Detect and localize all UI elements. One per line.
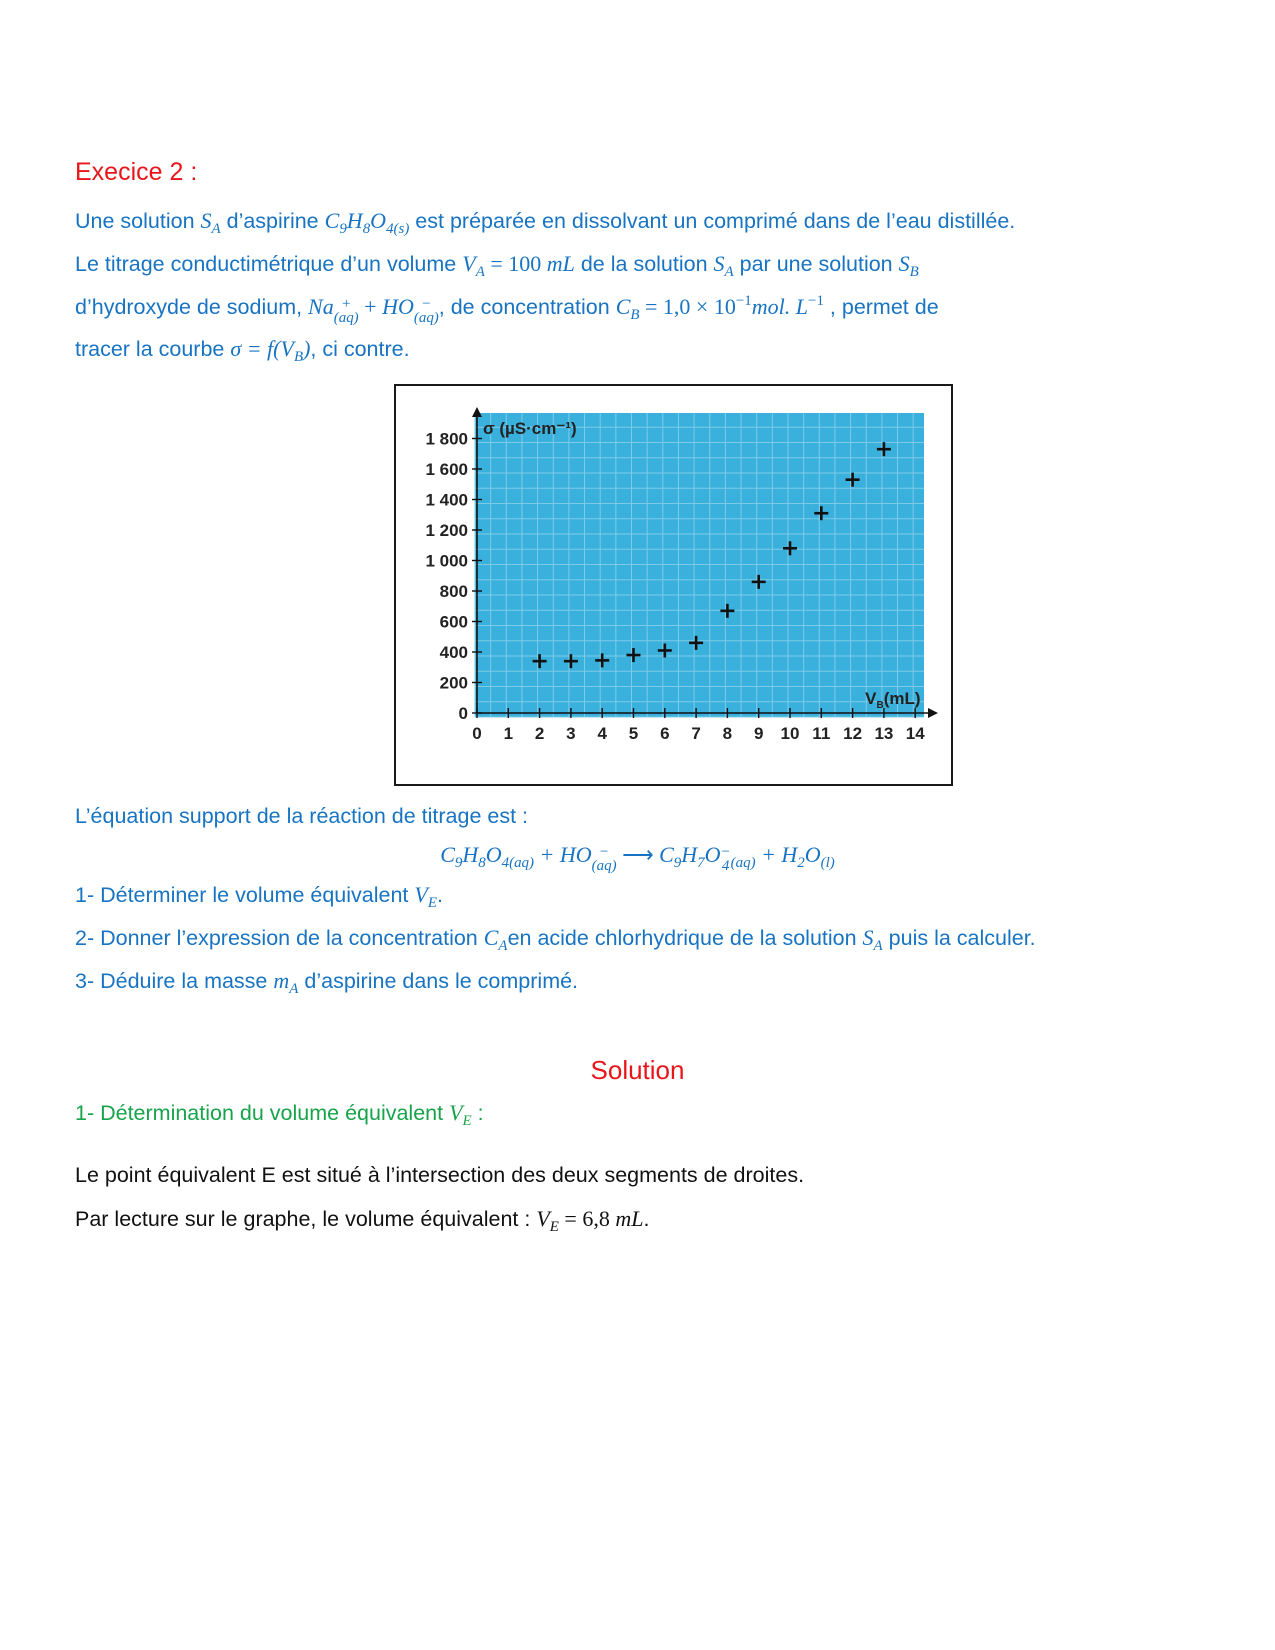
conductivity-chart: [394, 384, 953, 786]
y-tick-label: 1 600: [425, 460, 468, 479]
y-tick-label: 800: [439, 582, 468, 601]
equation-intro: L’équation support de la réaction de titrage est :: [75, 804, 529, 828]
titration-equation: $C_9H_8O_{4(aq)}$ + HO − (aq) ⟶ $C_9H_7O$ − 4 $_{(aq)} + H_2O_{(l)}$: [440, 842, 835, 875]
statement-line-4: tracer la courbe $\sigma = f(V_B)$, ci contre.: [75, 336, 410, 366]
x-tick-label: 5: [628, 724, 639, 743]
y-tick-label: 1 200: [425, 521, 468, 540]
exercise-title: Execice 2 :: [75, 158, 198, 186]
x-tick-label: 6: [660, 724, 670, 743]
x-tick-label: 0: [472, 724, 482, 743]
solution-text-1: Le point équivalent E est situé à l’intersection des deux segments de droites.: [75, 1163, 805, 1187]
y-tick-label: 1 400: [425, 490, 468, 510]
x-axis-arrow: [928, 708, 938, 718]
x-tick-label: 10: [780, 724, 800, 743]
x-tick-label: 2: [534, 724, 545, 743]
x-tick-label: 8: [722, 724, 733, 743]
question-1: 1- Déterminer le volume équivalent $V_E$.: [75, 882, 443, 912]
statement-line-1: Une solution $S_A$ d’aspirine $C_9H_8O_{4(s)}$ est préparée en dissolvant un comprimé dans de l’eau distillée.: [75, 208, 1016, 238]
y-tick-label: 200: [439, 673, 468, 693]
y-tick-label: 1 000: [425, 551, 468, 571]
statement-line-2: Le titrage conductimétrique d’un volume $V_A = 100$ mL de la solution $S_A$ par une solution $S_B$: [75, 251, 919, 281]
chart-svg: [396, 386, 951, 784]
x-tick-label: 9: [753, 724, 764, 743]
x-tick-label: 14: [905, 724, 925, 743]
x-tick-label: 13: [874, 724, 894, 743]
x-tick-label: 1: [503, 724, 514, 743]
solution-step-1: 1- Détermination du volume équivalent $V_E$ :: [75, 1100, 484, 1130]
solution-text-2: Par lecture sur le graphe, le volume équivalent : $V_E = 6,8$ mL.: [75, 1206, 650, 1236]
y-axis-label: σ (µS·cm⁻¹): [483, 419, 577, 438]
x-tick-label: 11: [812, 724, 831, 743]
solution-title: Solution: [590, 1055, 685, 1085]
y-tick-label: 600: [439, 612, 468, 632]
y-tick-label: 400: [439, 643, 468, 662]
aspirin-formula: $C_9H_8O_{4(s)}$: [324, 208, 410, 238]
question-3: 3- Déduire la masse $m_A$ d’aspirine dans le comprimé.: [75, 968, 579, 998]
y-tick-label: 1 800: [425, 429, 468, 449]
y-tick-label: 0: [458, 704, 468, 723]
x-tick-label: 4: [597, 724, 607, 743]
y-axis-arrow: [472, 407, 482, 417]
x-tick-label: 3: [566, 724, 576, 743]
x-tick-label: 12: [843, 724, 863, 743]
x-tick-label: 7: [691, 724, 701, 743]
x-axis-label: $V_B(mL)$: [865, 689, 921, 711]
question-2: 2- Donner l’expression de la concentration $C_Aen$ acide chlorhydrique de la solution $S_A$ puis la calculer.: [75, 925, 1036, 955]
statement-line-3: d’hydroxyde de sodium, Na + (aq) + HO − (aq) , de concentration $C_B = 1,0 \times 10^{-1}mol$. $L^{-1}$ , permet de: [75, 293, 939, 327]
